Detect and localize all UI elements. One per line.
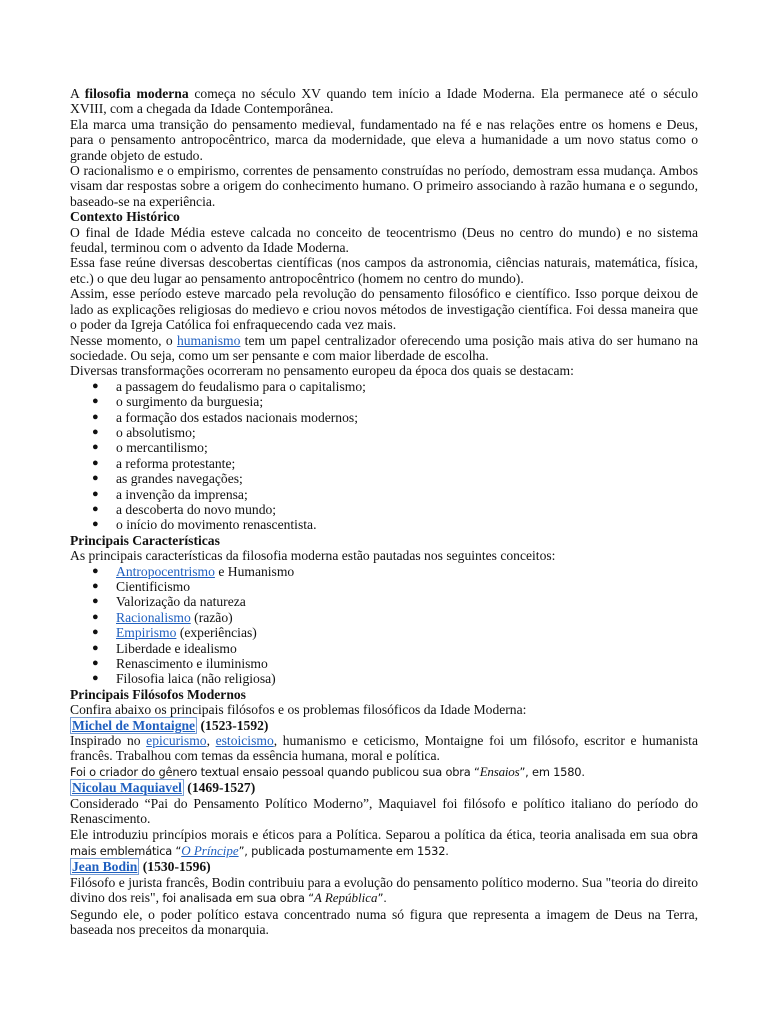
text: Nesse momento, o: [70, 332, 177, 348]
bullet-icon: ●: [92, 518, 99, 531]
link-antropocentrismo[interactable]: Antropocentrismo: [116, 563, 215, 579]
link-humanismo[interactable]: humanismo: [176, 332, 241, 348]
maquiavel-paragraph-2: [70, 827, 698, 860]
filosofos-intro: Confira abaixo os principais filósofos e os problemas filosóficos da Idade Moderna:: [70, 702, 527, 718]
bullet-icon: ●: [92, 641, 99, 654]
link-racionalismo[interactable]: Racionalismo: [116, 609, 191, 625]
list-item-text: a reforma protestante;: [116, 455, 236, 471]
bodin-paragraph-1: [70, 875, 698, 907]
bodin-paragraph-2: Segundo ele, o poder político estava concentrado numa só figura que representa a imagem de Deus na Terra, baseada nos preceitos da monarquia.: [70, 906, 698, 937]
section-heading-filosofos: Principais Filósofos Modernos: [70, 686, 246, 702]
philosopher-maquiavel-title: [70, 780, 698, 795]
list-item-text: (experiências): [176, 625, 257, 641]
book-title: Ensaios: [479, 763, 520, 779]
bullet-icon: ●: [92, 580, 99, 592]
contexto-paragraph-1: O final de Idade Média esteve calcada no conceito de teocentrismo (Deus no centro do mundo) e no sistema feudal, terminou com o advento da Idade Moderna.: [70, 224, 698, 256]
list-item-text: Cientificismo: [116, 579, 191, 594]
text: Foi o criador do gênero textual ensaio pessoal quando publicou sua obra “: [70, 764, 480, 779]
philosopher-dates: (1469-1527): [183, 780, 256, 796]
list-item-text: o início do movimento renascentista.: [116, 517, 317, 533]
maquiavel-paragraph-1: Considerado “Pai do Pensamento Político Moderno”, Maquiavel foi filósofo e político italiano do período do Renascimento.: [70, 795, 698, 827]
list-item: [92, 610, 698, 625]
list-item-text: e Humanismo: [214, 563, 295, 579]
list-item-text: as grandes navegações;: [116, 471, 243, 487]
list-item: [92, 456, 698, 471]
philosopher-montaigne-title: [70, 718, 698, 733]
link-empirismo[interactable]: Empirismo: [116, 625, 177, 641]
philosopher-dates: (1523-1592): [197, 717, 269, 733]
list-item: [92, 410, 698, 425]
list-item-text: Liberdade e idealismo: [116, 640, 237, 656]
text: obra mais emblemática “: [70, 827, 698, 858]
text: começa no século XV quando tem início a Idade Moderna. Ela permanece até o século XVIII, com a chegada da Idade Contemporânea.: [70, 86, 698, 117]
list-item: [92, 379, 698, 394]
transformations-list: [70, 379, 698, 533]
link-o-principe[interactable]: O Príncipe: [181, 842, 239, 858]
list-item: [92, 487, 698, 502]
text: Filósofo e jurista francês, Bodin contribuiu para a evolução do pensamento político moderno. Sua "teoria do direito divino dos reis",: [70, 874, 698, 906]
contexto-paragraph-2: Essa fase reúne diversas descobertas científicas (nos campos da astronomia, ciências naturais, matemática, física, etc.) o que deu lugar ao pensamento antropocêntrico (homem no centro do mundo).: [70, 255, 698, 286]
text: ,: [206, 733, 216, 749]
montaigne-paragraph-1: [70, 733, 698, 764]
list-item: [92, 671, 698, 686]
bold-term: filosofia moderna: [84, 86, 189, 101]
intro-paragraph-3: O racionalismo e o empirismo, correntes de pensamento construídas no período, demostram essa mudança. Ambos visam dar respostas sobre a origem do conhecimento humano. O primeiro associando à razão humana e o segundo, baseado-se na experiência.: [70, 163, 698, 209]
list-item-text: Filosofia laica (não religiosa): [116, 671, 276, 687]
intro-paragraph-1: [70, 86, 698, 117]
text: foi analisada em sua obra “: [162, 891, 314, 906]
bullet-icon: ●: [92, 456, 99, 469]
philosopher-dates: (1530-1596): [139, 859, 211, 875]
text: tem um papel centralizador oferecendo uma posição mais ativa do ser humano na sociedade. Ou seja, como um ser pensante e com maior liberdade de escolha.: [70, 332, 698, 363]
text: ”, publicada postumamente em 1532.: [238, 843, 449, 858]
list-item-text: a descoberta do novo mundo;: [116, 501, 277, 517]
text: A: [70, 86, 85, 101]
list-item-text: a invenção da imprensa;: [116, 486, 248, 502]
list-item: [92, 502, 698, 517]
link-estoicismo[interactable]: estoicismo: [215, 733, 274, 749]
list-item: [92, 517, 698, 532]
list-item: [92, 471, 698, 486]
section-heading-contexto: Contexto Histórico: [70, 209, 180, 225]
list-item-text: Valorização da natureza: [116, 594, 246, 610]
list-item-text: Renascimento e iluminismo: [116, 656, 268, 672]
list-item: [92, 656, 698, 671]
book-title: A República: [313, 890, 378, 906]
list-item: [92, 394, 698, 409]
bullet-icon: ●: [92, 564, 99, 577]
contexto-paragraph-3: Assim, esse período esteve marcado pela revolução do pensamento filosófico e científico. Isso porque deixou de lado as explicações religiosas do medievo e criou novos métodos de investigação científica. Foi dessa maneira que o poder da Igreja Católica foi enfraquecendo cada vez mais.: [70, 286, 698, 333]
list-item-text: a formação dos estados nacionais modernos;: [116, 409, 358, 425]
link-nicolau-maquiavel[interactable]: Nicolau Maquiavel: [72, 780, 182, 796]
bullet-icon: ●: [92, 395, 99, 408]
text: ”, em 1580.: [519, 764, 585, 779]
intro-paragraph-2: Ela marca uma transição do pensamento medieval, fundamentado na fé e nas relações entre os homens e Deus, para o pensamento antropocêntrico, marca da modernidade, que eleva a humanidade a um novo status como o grande objeto de estudo.: [70, 116, 698, 163]
list-item: [92, 564, 698, 579]
list-item-text: o absolutismo;: [116, 424, 196, 440]
list-item: [92, 641, 698, 656]
section-heading-caracteristicas: Principais Características: [70, 532, 220, 548]
characteristics-list: [70, 564, 698, 687]
bullet-icon: ●: [92, 425, 99, 438]
bullet-icon: ●: [92, 379, 99, 392]
bullet-icon: ●: [92, 672, 99, 685]
link-jean-bodin[interactable]: Jean Bodin: [72, 859, 138, 875]
caracteristicas-intro: As principais características da filosofia moderna estão pautadas nos seguintes conceitos:: [70, 548, 556, 564]
text: Inspirado no: [70, 733, 147, 749]
bullet-icon: ●: [92, 626, 99, 639]
text: Ele introduziu princípios morais e éticos para a Política. Separou a política da ética, teoria analisada em sua: [70, 826, 673, 842]
contexto-paragraph-5: Diversas transformações ocorreram no pensamento europeu da época dos quais se destacam:: [70, 363, 574, 379]
list-item-text: a passagem do feudalismo para o capitalismo;: [116, 378, 366, 394]
contexto-paragraph-4: [70, 333, 698, 364]
montaigne-paragraph-2: [70, 764, 698, 780]
list-item: [92, 425, 698, 440]
list-item-text: o mercantilismo;: [116, 440, 208, 456]
text: ”.: [377, 891, 387, 906]
philosopher-bodin-title: [70, 859, 698, 874]
bullet-icon: ●: [92, 610, 99, 623]
bullet-icon: ●: [92, 502, 99, 515]
list-item-text: (razão): [190, 609, 233, 625]
link-michel-de-montaigne[interactable]: Michel de Montaigne: [72, 717, 196, 733]
bullet-icon: ●: [92, 410, 99, 423]
text: , humanismo e ceticismo, Montaigne foi um filósofo, escritor e humanista francês. Trabalhou com temas da essência humana, moral e política.: [70, 733, 698, 764]
link-epicurismo[interactable]: epicurismo: [146, 733, 207, 749]
bullet-icon: ●: [92, 487, 99, 500]
bullet-icon: ●: [92, 441, 99, 454]
list-item: [92, 625, 698, 640]
bullet-icon: ●: [92, 595, 99, 608]
list-item-text: o surgimento da burguesia;: [116, 394, 264, 410]
list-item: [92, 579, 698, 594]
bullet-icon: ●: [92, 472, 99, 485]
list-item: [92, 594, 698, 609]
list-item: [92, 440, 698, 455]
bullet-icon: ●: [92, 657, 99, 670]
